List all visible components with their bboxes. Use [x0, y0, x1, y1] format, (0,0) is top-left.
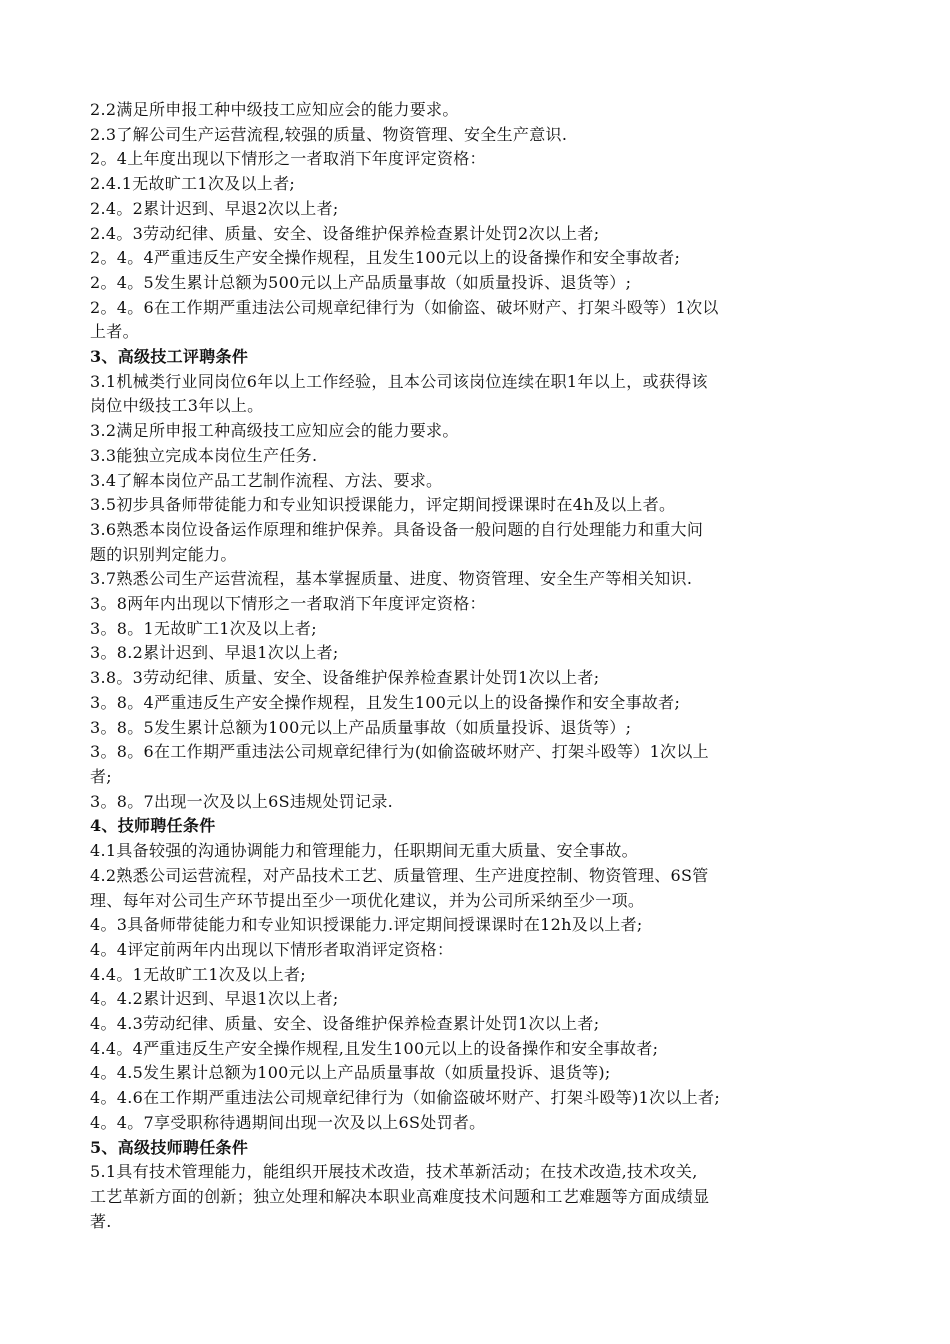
- body-text-line: 题的识别判定能力。: [90, 544, 237, 564]
- body-text-line: 4.2熟悉公司运营流程，对产品技术工艺、质量管理、生产进度控制、物资管理、6S管: [90, 865, 709, 885]
- body-text-line: 2。4。4严重违反生产安全操作规程，且发生100元以上的设备操作和安全事故者;: [90, 248, 681, 268]
- body-text-line: 3。8。4严重违反生产安全操作规程，且发生100元以上的设备操作和安全事故者;: [90, 692, 681, 712]
- body-text-line: 4。4.5发生累计总额为100元以上产品质量事故（如质量投诉、退货等);: [90, 1063, 611, 1083]
- body-text-line: 工艺革新方面的创新；独立处理和解决本职业高难度技术问题和工艺难题等方面成绩显: [90, 1186, 710, 1206]
- body-text-line: 4。4.6在工作期严重违法公司规章纪律行为（如偷盗破坏财产、打架斗殴等)1次以上者;: [90, 1088, 721, 1108]
- body-text-line: 3.6熟悉本岗位设备运作原理和维护保养。具备设备一般问题的自行处理能力和重大问: [90, 519, 704, 539]
- body-text-line: 5.1具有技术管理能力，能组织开展技术改造，技术革新活动；在技术改造,技术攻关,: [90, 1162, 698, 1182]
- body-text-line: 岗位中级技工3年以上。: [90, 396, 264, 416]
- body-text-line: 3。8。7出现一次及以上6S违规处罚记录.: [90, 791, 394, 811]
- body-text-line: 3。8.2累计迟到、早退1次以上者;: [90, 643, 339, 663]
- section-heading: 4、技师聘任条件: [90, 816, 216, 836]
- body-text-line: 4.1具备较强的沟通协调能力和管理能力，任职期间无重大质量、安全事故。: [90, 841, 638, 861]
- body-text-line: 3.4了解本岗位产品工艺制作流程、方法、要求。: [90, 470, 443, 490]
- body-text-line: 3。8。6在工作期严重违法公司规章纪律行为(如偷盗破坏财产、打架斗殴等）1次以上: [90, 742, 709, 762]
- section-heading: 5、高级技师聘任条件: [90, 1137, 249, 1157]
- document-page: [90, 98, 870, 1234]
- body-text-line: 2。4上年度出现以下情形之一者取消下年度评定资格：: [90, 149, 486, 169]
- body-text-line: 2。4。6在工作期严重违法公司规章纪律行为（如偷盗、破坏财产、打架斗殴等）1次以: [90, 297, 719, 317]
- body-text-line: 2.4。3劳动纪律、质量、安全、设备维护保养检查累计处罚2次以上者;: [90, 223, 600, 243]
- body-text-line: 者;: [90, 766, 112, 786]
- body-text-line: 上者。: [90, 322, 139, 342]
- body-text-line: 3.8。3劳动纪律、质量、安全、设备维护保养检查累计处罚1次以上者;: [90, 668, 600, 688]
- body-text-line: 理、每年对公司生产环节提出至少一项优化建议，并为公司所采纳至少一项。: [90, 890, 645, 910]
- body-text-line: 2.2满足所申报工种中级技工应知应会的能力要求。: [90, 100, 459, 119]
- body-text-line: 4.4。1无故旷工1次及以上者;: [90, 964, 306, 984]
- body-text-line: 3。8。1无故旷工1次及以上者;: [90, 618, 317, 638]
- body-text-line: 著.: [90, 1211, 112, 1231]
- body-text-line: 3。8。5发生累计总额为100元以上产品质量事故（如质量投诉、退货等）;: [90, 717, 632, 737]
- body-text-line: 3.7熟悉公司生产运营流程，基本掌握质量、进度、物资管理、安全生产等相关知识.: [90, 569, 693, 589]
- body-text-line: 3.1机械类行业同岗位6年以上工作经验，且本公司该岗位连续在职1年以上，或获得该: [90, 371, 708, 391]
- body-text-line: 4。4.3劳动纪律、质量、安全、设备维护保养检查累计处罚1次以上者;: [90, 1014, 600, 1034]
- body-text-line: 2。4。5发生累计总额为500元以上产品质量事故（如质量投诉、退货等）;: [90, 272, 632, 292]
- body-text-line: 2.4.1无故旷工1次及以上者;: [90, 174, 296, 194]
- body-text-line: 4。4。7享受职称待遇期间出现一次及以上6S处罚者。: [90, 1112, 486, 1132]
- body-text-line: 4.4。4严重违反生产安全操作规程,且发生100元以上的设备操作和安全事故者;: [90, 1038, 659, 1058]
- section-heading: 3、高级技工评聘条件: [90, 347, 249, 367]
- body-text-line: 4。4评定前两年内出现以下情形者取消评定资格：: [90, 939, 454, 959]
- body-text-line: 4。4.2累计迟到、早退1次以上者;: [90, 989, 339, 1009]
- body-text-line: 3.2满足所申报工种高级技工应知应会的能力要求。: [90, 421, 459, 441]
- body-text-line: 2.3了解公司生产运营流程,较强的质量、物资管理、安全生产意识.: [90, 124, 568, 144]
- body-text-line: 3.3能独立完成本岗位生产任务.: [90, 445, 318, 465]
- body-text-line: 2.4。2累计迟到、早退2次以上者;: [90, 198, 339, 218]
- body-text-line: 3。8两年内出现以下情形之一者取消下年度评定资格：: [90, 594, 486, 614]
- body-text-line: 3.5初步具备师带徒能力和专业知识授课能力，评定期间授课课时在4h及以上者。: [90, 495, 676, 515]
- body-text-line: 4。3具备师带徒能力和专业知识授课能力.评定期间授课课时在12h及以上者;: [90, 915, 643, 935]
